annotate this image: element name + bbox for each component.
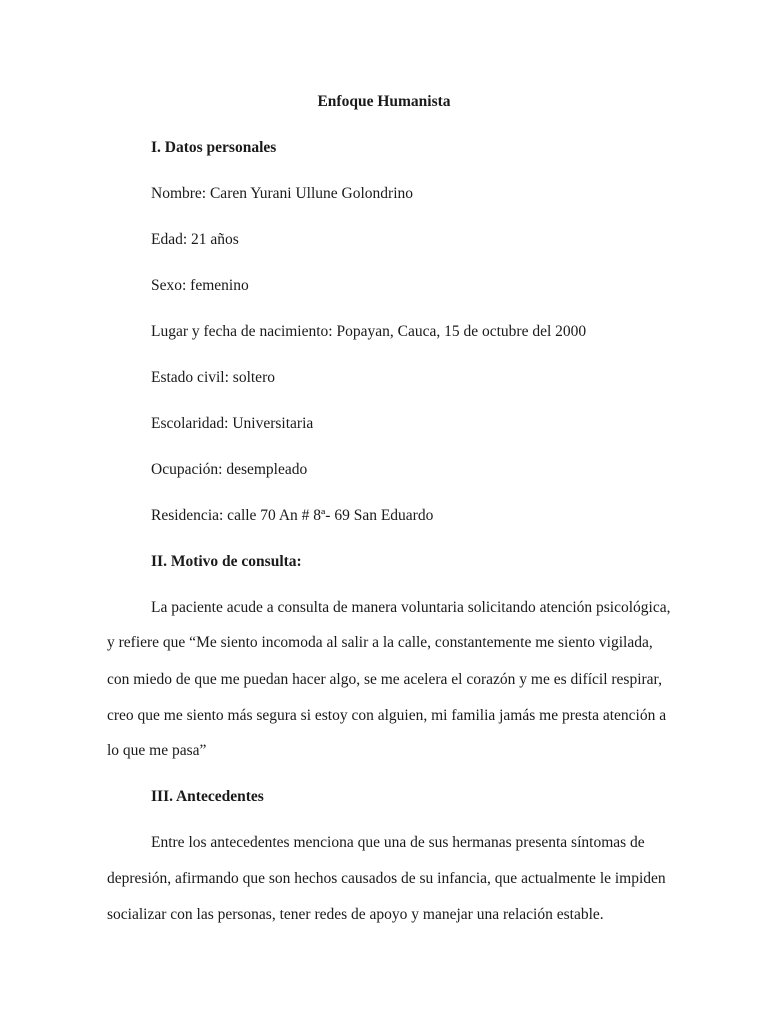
section-heading-motivo-consulta: II. Motivo de consulta:	[151, 553, 302, 570]
paragraph-line: depresión, afirmando que son hechos causados de su infancia, que actualmente le impiden	[107, 870, 666, 887]
field-lugar-fecha-nacimiento: Lugar y fecha de nacimiento: Popayan, Cauca, 15 de octubre del 2000	[151, 323, 587, 340]
paragraph-line: creo que me siento más segura si estoy con alguien, mi familia jamás me presta atención a	[107, 707, 667, 724]
field-escolaridad: Escolaridad: Universitaria	[151, 415, 314, 432]
paragraph-line: socializar con las personas, tener redes de apoyo y manejar una relación estable.	[107, 906, 604, 923]
field-estado-civil: Estado civil: soltero	[151, 369, 275, 386]
document-title: Enfoque Humanista	[317, 93, 451, 110]
paragraph-line: lo que me pasa”	[107, 742, 207, 759]
field-residencia: Residencia: calle 70 An # 8ª- 69 San Eduardo	[151, 507, 434, 524]
paragraph-line: Entre los antecedentes menciona que una de sus hermanas presenta síntomas de	[151, 834, 645, 851]
field-edad: Edad: 21 años	[151, 231, 239, 248]
section-heading-antecedentes: III. Antecedentes	[151, 788, 264, 805]
paragraph-line: con miedo de que me puedan hacer algo, se me acelera el corazón y me es difícil respirar,	[107, 671, 662, 688]
field-nombre: Nombre: Caren Yurani Ullune Golondrino	[151, 185, 414, 202]
section-heading-datos-personales: I. Datos personales	[151, 139, 277, 156]
paragraph-line: y refiere que “Me siento incomoda al salir a la calle, constantemente me siento vigilada,	[107, 634, 653, 651]
paragraph-line: La paciente acude a consulta de manera voluntaria solicitando atención psicológica,	[151, 599, 671, 616]
field-sexo: Sexo: femenino	[151, 277, 249, 294]
field-ocupacion: Ocupación: desempleado	[151, 461, 308, 478]
